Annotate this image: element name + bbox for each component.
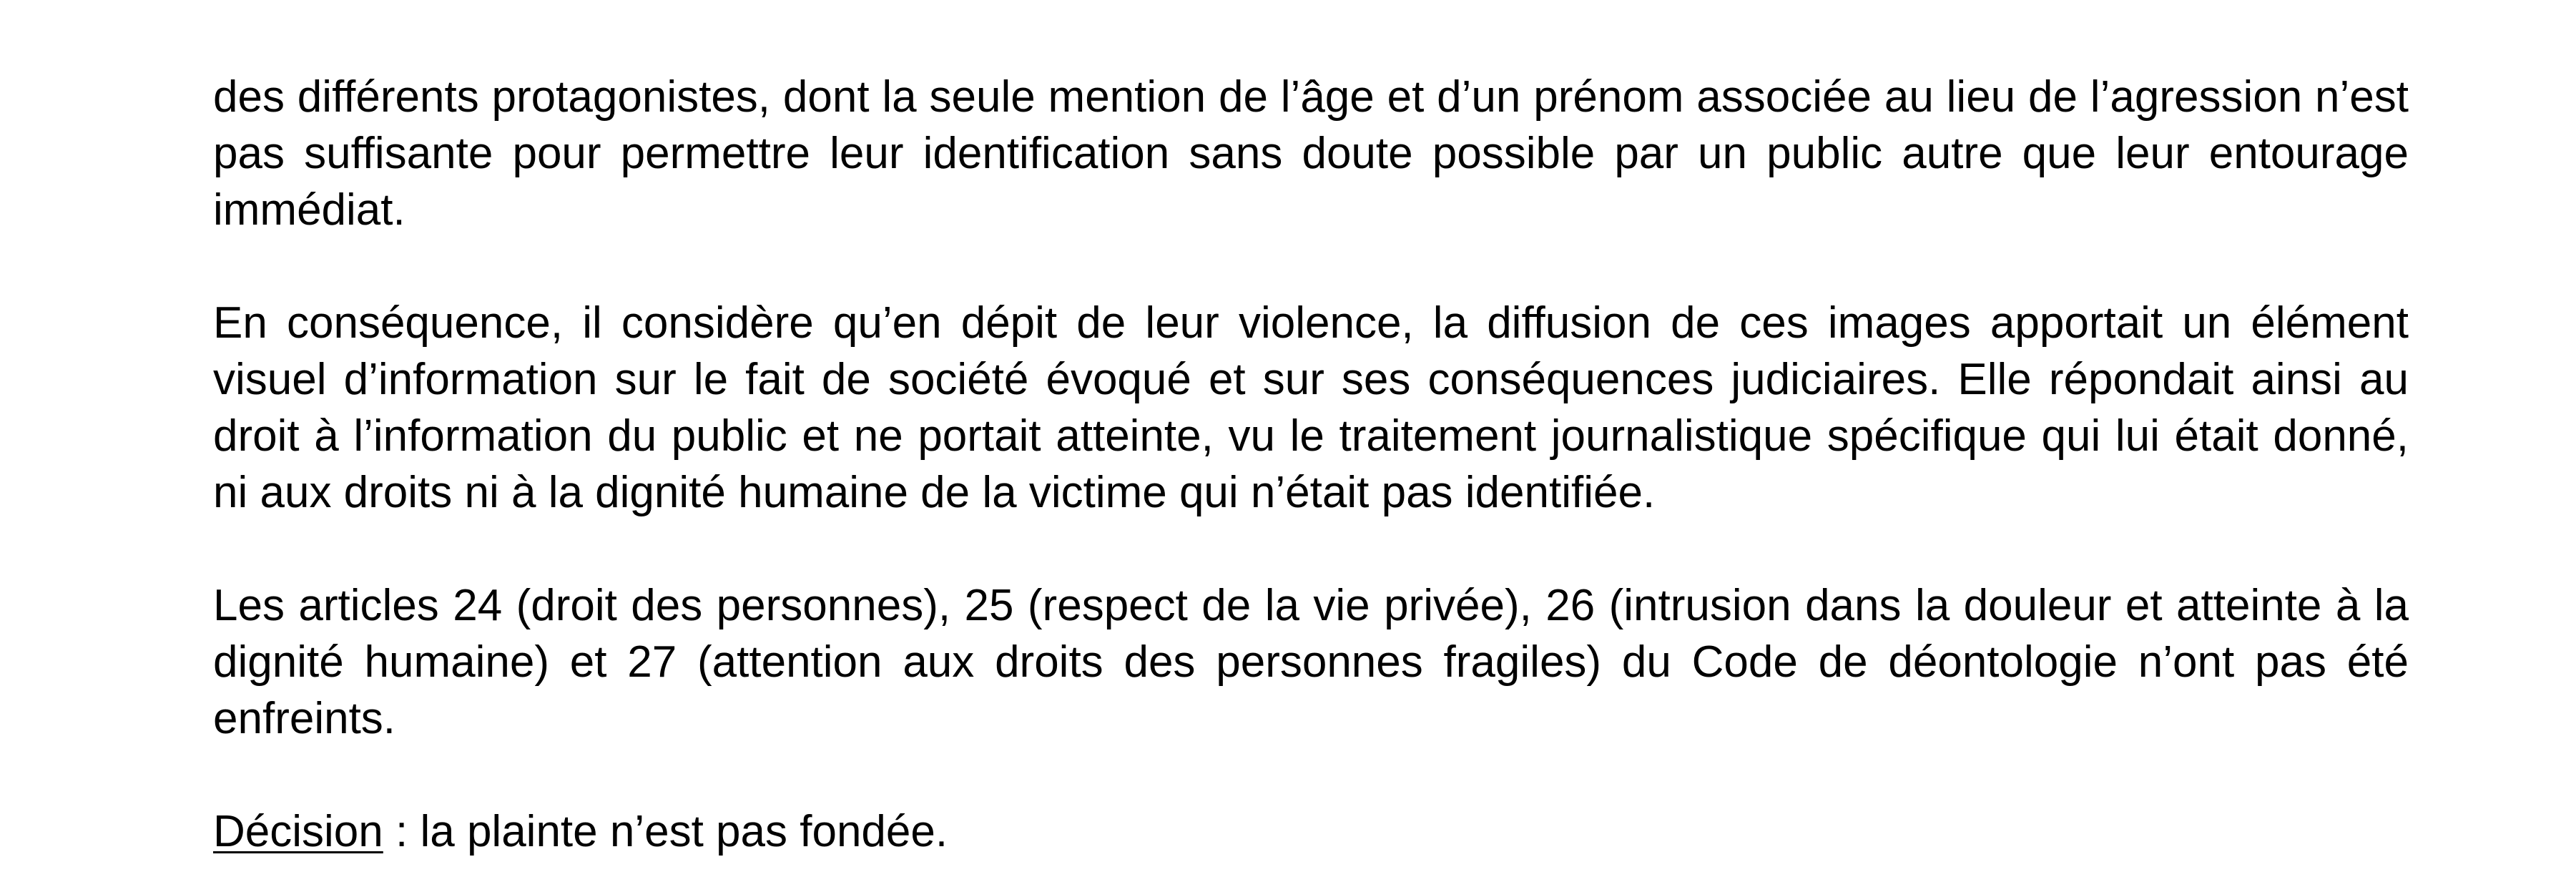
decision-text: : la plainte n’est pas fondée. (383, 807, 948, 856)
document-page (213, 69, 2409, 860)
paragraph-consequence: En conséquence, il considère qu’en dépit de leur violence, la diffusion de ces images apportait un élément visuel d’information sur le fait de société évoqué et sur ses conséquences judiciaires. Elle répondait ainsi au droit à l’information du public et ne portait atteinte, vu le traitement journalistique spécifique qui lui était donné, ni aux droits ni à la dignité humaine de la victime qui n’était pas identifiée. (213, 298, 2409, 517)
paragraph-identification: des différents protagonistes, dont la seule mention de l’âge et d’un prénom associée au lieu de l’agression n’est pas suffisante pour permettre leur identification sans doute possible par un public autre que leur entourage immédiat. (213, 72, 2409, 235)
paragraph-articles: Les articles 24 (droit des personnes), 25 (respect de la vie privée), 26 (intrusion dans la douleur et atteinte à la dignité humaine) et 27 (attention aux droits des personnes fragiles) du Code de déontologie n’ont pas été enfreints. (213, 581, 2409, 743)
decision-label: Décision (213, 807, 383, 856)
decision-line (213, 803, 2409, 860)
